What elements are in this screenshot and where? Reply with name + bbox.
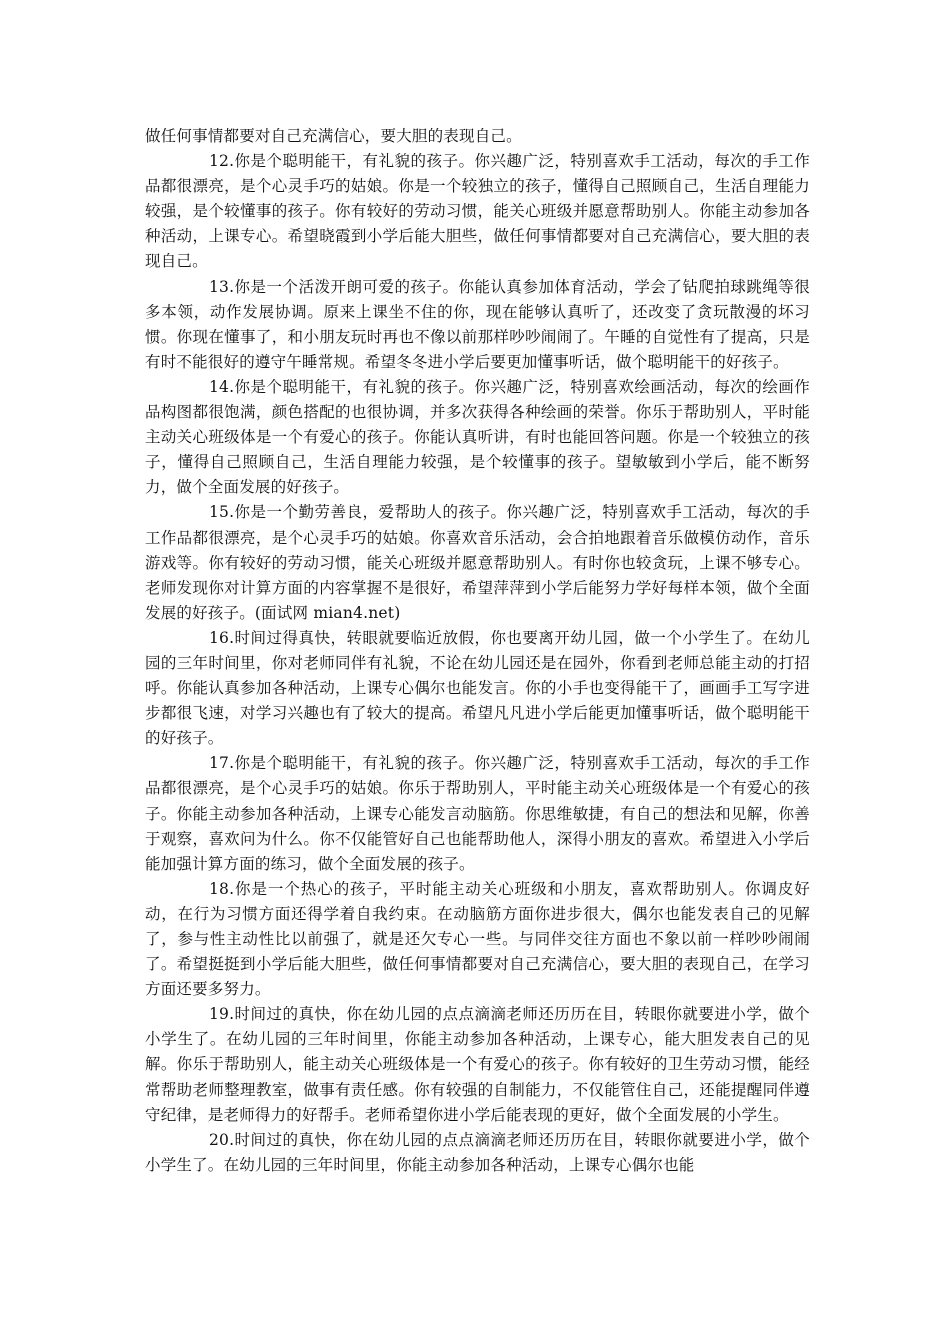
paragraph-18 xyxy=(145,877,810,1002)
paragraph-text: 时间过得真快，转眼就要临近放假，你也要离开幼儿园，做一个小学生了。在幼儿园的三年时间里，你对老师同伴有礼貌，不论在幼儿园还是在园外，你看到老师总能主动的打招呼。你能认真参加各种活动，上课专心偶尔也能发言。你的小手也变得能干了，画画手工写字进步都很飞速，对学习兴趣也有了较大的提高。希望凡凡进小学后能更加懂事听话，做个聪明能干的好孩子。 xyxy=(145,628,810,748)
paragraph-number: 12. xyxy=(209,152,235,171)
paragraph-number: 15. xyxy=(209,503,235,522)
paragraph-number: 16. xyxy=(209,628,235,647)
paragraph-number: 18. xyxy=(209,879,235,898)
document-page xyxy=(145,124,810,1178)
paragraph-number: 17. xyxy=(209,754,235,773)
lead-fragment: 做任何事情都要对自己充满信心，要大胆的表现自己。 xyxy=(145,127,522,145)
paragraph-number: 13. xyxy=(209,277,235,296)
paragraph-text: 你是一个热心的孩子，平时能主动关心班级和小朋友，喜欢帮助别人。你调皮好动，在行为习惯方面还得学着自我约束。在动脑筋方面你进步很大，偶尔也能发表自己的见解了，参与性主动性比以前强了，就是还欠专心一些。与同伴交往方面也不象以前一样吵吵闹闹了。希望挺挺到小学后能大胆些，做任何事情都要对自己充满信心，要大胆的表现自己，在学习方面还要多努力。 xyxy=(145,879,810,999)
paragraph-16 xyxy=(145,626,810,751)
paragraph-text: 你是个聪明能干，有礼貌的孩子。你兴趣广泛，特别喜欢手工活动，每次的手工作品都很漂亮，是个心灵手巧的姑娘。你乐于帮助别人，平时能主动关心班级体是一个有爱心的孩子。你能主动参加各种活动，上课专心能发言动脑筋。你思维敏捷，有自己的想法和见解，你善于观察，喜欢问为什么。你不仅能管好自己也能帮助他人，深得小朋友的喜欢。希望进入小学后能加强计算方面的练习，做个全面发展的孩子。 xyxy=(145,754,810,873)
paragraph-number: 14. xyxy=(209,377,235,396)
paragraph-19 xyxy=(145,1002,810,1127)
paragraph-20 xyxy=(145,1128,810,1178)
paragraph-text: 时间过的真快，你在幼儿园的点点滴滴老师还历历在目，转眼你就要进小学，做个小学生了。在幼儿园的三年时间里，你能主动参加各种活动，上课专心，能大胆发表自己的见解。你乐于帮助别人，能主动关心班级体是一个有爱心的孩子。你有较好的卫生劳动习惯，能经常帮助老师整理教室，做事有责任感。你有较强的自制能力，不仅能管住自己，还能提醒同伴遵守纪律，是老师得力的好帮手。老师希望你进小学后能表现的更好，做个全面发展的小学生。 xyxy=(145,1005,810,1124)
paragraph-text: 你是一个勤劳善良，爱帮助人的孩子。你兴趣广泛，特别喜欢手工活动，每次的手工作品都很漂亮，是个心灵手巧的姑娘。你喜欢音乐活动，会合拍地跟着音乐做模仿动作，音乐游戏等。你有较好的劳动习惯，能关心班级并愿意帮助别人。有时你也较贪玩，上课不够专心。老师发现你对计算方面的内容掌握不是很好，希望萍萍到小学后能努力学好每样本领，做个全面发展的好孩子。(面试网 mian4.net) xyxy=(145,503,810,622)
paragraph-13 xyxy=(145,275,810,375)
paragraph-text: 时间过的真快，你在幼儿园的点点滴滴老师还历历在目，转眼你就要进小学，做个小学生了。在幼儿园的三年时间里，你能主动参加各种活动，上课专心偶尔也能 xyxy=(145,1130,810,1174)
paragraph-text: 你是个聪明能干，有礼貌的孩子。你兴趣广泛，特别喜欢绘画活动，每次的绘画作品构图都很饱满，颜色搭配的也很协调，并多次获得各种绘画的荣誉。你乐于帮助别人，平时能主动关心班级体是一个有爱心的孩子。你能认真听讲，有时也能回答问题。你是一个较独立的孩子，懂得自己照顾自己，生活自理能力较强，是个较懂事的孩子。望敏敏到小学后，能不断努力，做个全面发展的好孩子。 xyxy=(145,377,810,497)
paragraph-12 xyxy=(145,149,810,274)
paragraph-text: 你是个聪明能干，有礼貌的孩子。你兴趣广泛，特别喜欢手工活动，每次的手工作品都很漂亮，是个心灵手巧的姑娘。你是一个较独立的孩子，懂得自己照顾自己，生活自理能力较强，是个较懂事的孩子。你有较好的劳动习惯，能关心班级并愿意帮助别人。你能主动参加各种活动，上课专心。希望晓霞到小学后能大胆些，做任何事情都要对自己充满信心，要大胆的表现自己。 xyxy=(145,152,810,271)
paragraph-15 xyxy=(145,500,810,625)
paragraph-number: 19. xyxy=(209,1005,235,1024)
paragraph-text: 你是一个活泼开朗可爱的孩子。你能认真参加体育活动，学会了钻爬拍球跳绳等很多本领，动作发展协调。原来上课坐不住的你，现在能够认真听了，还改变了贪玩散漫的坏习惯。你现在懂事了，和小朋友玩时再也不像以前那样吵吵闹闹了。午睡的自觉性有了提高，只是有时不能很好的遵守午睡常规。希望冬冬进小学后要更加懂事听话，做个聪明能干的好孩子。 xyxy=(145,277,810,371)
paragraph-17 xyxy=(145,751,810,876)
paragraph-14 xyxy=(145,375,810,500)
paragraph-number: 20. xyxy=(209,1130,235,1149)
